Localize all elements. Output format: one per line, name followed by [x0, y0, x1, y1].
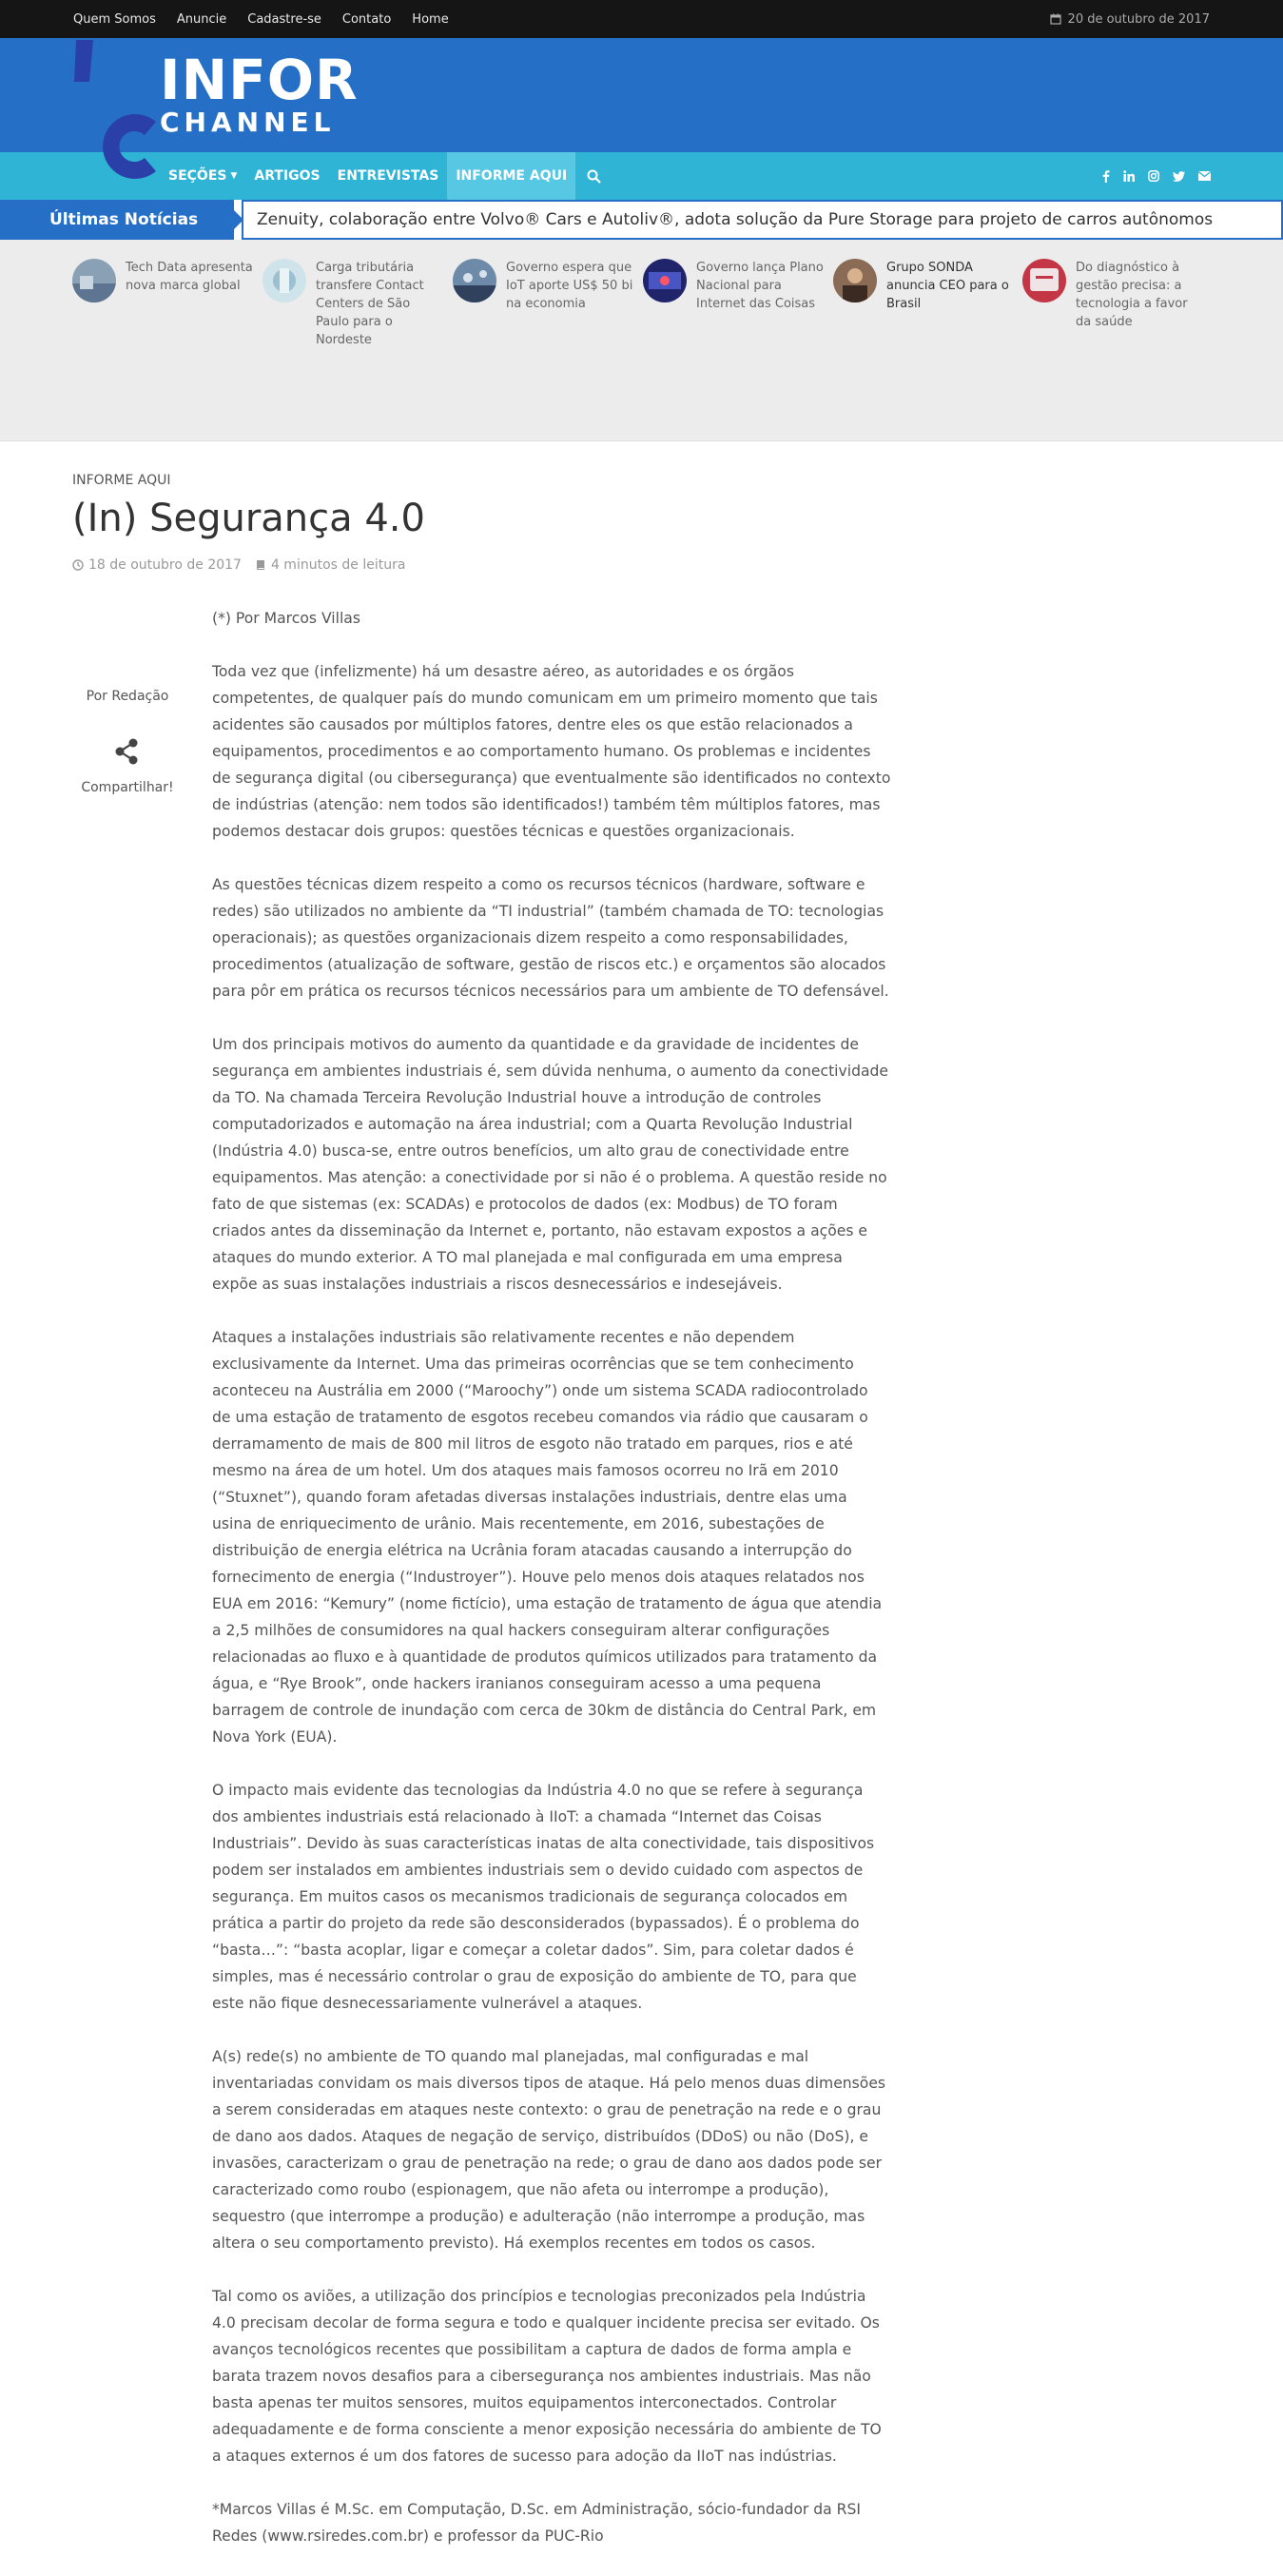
logo-text[interactable]	[160, 48, 359, 138]
book-icon	[255, 559, 266, 571]
thumbnail-image	[262, 259, 306, 302]
thumbnail	[643, 259, 687, 302]
article-paragraph: O impacto mais evidente das tecnologias da Indústria 4.0 no que se refere à segurança dos ambientes industriais está relacionado à IIoT: a chamada “Internet das Coisas Industriais”. Devido às suas características inatas de alta conectividade, tais dispositivos podem ser instalados em ambientes industriais sem o devido cuidado com aspectos de segurança. Em muitos casos os mecanismos tradicionais de segurança colocados em prática a partir do projeto da rede são desconsiderados (bypassados). É o problema do “basta…”: “basta acoplar, ligar e começar a coletar dados”. Sim, para coletar dados é simples, mas é necessário controlar o grau de exposição do ambiente de TO, para que este não fique desnecessariamente vulnerável a ataques.	[212, 1782, 875, 2012]
thumbnail	[1022, 259, 1066, 302]
link-cadastre-se[interactable]: Cadastre-se	[247, 11, 321, 27]
trending-strip	[0, 240, 1283, 441]
trending-title: Carga tributária transfere Contact Centers de São Paulo para o Nordeste	[316, 261, 424, 347]
logo-line-1: INFOR	[160, 48, 359, 112]
date-text: 20 de outubro de 2017	[1067, 11, 1210, 27]
author-name[interactable]: Por Redação	[86, 689, 169, 704]
article-category[interactable]: INFORME AQUI	[72, 473, 171, 488]
article-title: (In) Segurança 4.0	[72, 497, 425, 540]
thumbnail	[72, 259, 116, 302]
trending-title: Grupo SONDA anuncia CEO para o Brasil	[886, 261, 1009, 311]
top-links	[73, 0, 470, 38]
publish-date	[72, 557, 242, 573]
thumbnail-image	[453, 259, 496, 302]
article-body	[212, 605, 891, 2576]
thumbnail-image	[833, 259, 877, 302]
trending-item[interactable]	[72, 259, 253, 302]
article-paragraph: A(s) rede(s) no ambiente de TO quando mal planejadas, mal configuradas e mal inventariadas convidam os mais diversos tipos de ataque. Há pelo menos duas dimensões a serem consideradas em ataques neste contexto: o grau de penetração na rede e o grau de dano aos dados. Ataques de negação de serviço, distribuídos (DDoS) ou não (DoS), e invasões, caracterizam o grau de penetração na rede; o grau de dano aos dados pode ser caracterizado como roubo (espionagem, que não afeta ou interrompe a produção), sequestro (que interrompe a produção) e adulteração (não interrompe a produção, mas altera o seu comportamento previsto). Há exemplos recentes em todos os casos.	[212, 2048, 886, 2252]
article-meta	[72, 557, 418, 573]
trending-item[interactable]	[453, 259, 633, 313]
trending-title: Tech Data apresenta nova marca global	[126, 261, 253, 293]
share-icon[interactable]	[114, 738, 139, 765]
read-time	[255, 557, 405, 573]
breaking-news-label: Últimas Notícias	[0, 200, 234, 240]
breaking-news-bar	[0, 200, 1283, 240]
nav-item-entrevistas[interactable]: ENTREVISTAS	[337, 168, 439, 184]
trending-item[interactable]	[262, 259, 443, 349]
author-bio: *Marcos Villas é M.Sc. em Computação, D.Sc. em Administração, sócio-fundador da RSI Redes (www.rsiredes.com.br) e professor da PUC-Rio	[212, 2501, 861, 2545]
calendar-icon	[1050, 13, 1061, 25]
logo-line-2: CHANNEL	[160, 107, 336, 138]
article-paragraph: Toda vez que (infelizmente) há um desastre aéreo, as autoridades e os órgãos competentes, de qualquer país do mundo comunicam em um primeiro momento que tais acidentes são causados por múltiplos fatores, dentre eles os que estão relacionados a equipamentos, procedimentos e ao comportamento humano. Os problemas e incidentes de segurança digital (ou cibersegurança) que eventualmente são identificados no contexto de indústrias (atenção: nem todos são identificados!) também têm múltiplos fatores, mas podemos destacar dois grupos: questões técnicas e questões organizacionais.	[212, 663, 891, 840]
thumbnail-image	[1022, 259, 1066, 302]
trending-item[interactable]	[643, 259, 824, 313]
link-home[interactable]: Home	[412, 11, 449, 27]
publish-date-text: 18 de outubro de 2017	[88, 557, 242, 573]
trending-item[interactable]	[833, 259, 1014, 313]
thumbnail-image	[643, 259, 687, 302]
article-paragraph: (*) Por Marcos Villas	[212, 610, 360, 627]
trending-title: Governo espera que IoT aporte US$ 50 bi na economia	[506, 261, 633, 311]
trending-title: Do diagnóstico à gestão precisa: a tecnologia a favor da saúde	[1076, 261, 1188, 329]
thumbnail	[262, 259, 306, 302]
nav-item-label: SEÇÕES	[168, 168, 227, 184]
top-bar	[0, 0, 1283, 38]
trending-title: Governo lança Plano Nacional para Internet das Coisas	[696, 261, 824, 311]
article-paragraph: Um dos principais motivos do aumento da quantidade e da gravidade de incidentes de segurança em ambientes industriais é, sem dúvida nenhuma, o aumento da conectividade da TO. Na chamada Terceira Revolução Industrial houve a introdução de controles computadorizados e automação na área industrial; com a Quarta Revolução Industrial (Indústria 4.0) busca-se, entre outros benefícios, um alto grau de conectividade entre equipamentos. Mas atenção: a conectividade por si não é o problema. A questão reside no fato de que sistemas (ex: SCADAs) e protocolos de dados (ex: Modbus) de TO foram criados antes da disseminação da Internet e, portanto, não estavam expostos a ações e ataques do mundo exterior. A TO mal planejada e mal configurada em uma empresa expõe as suas instalações industriais a riscos desnecessários e indesejáveis.	[212, 1036, 889, 1293]
article-paragraph: Tal como os aviões, a utilização dos princípios e tecnologias preconizados pela Indústria 4.0 precisam decolar de forma segura e todo e qualquer incidente precisa ser evitado. Os avanços tecnológicos recentes que possibilitam a captura de dados de forma ampla e barata trazem novos desafios para a cibersegurança nos ambientes industriais. Mas não basta apenas ter muitos sensores, muitos equipamentos interconectados. Controlar adequadamente e de forma consciente a menor exposição necessária do ambiente de TO a ataques externos é um dos fatores de sucesso para adoção da IIoT nas indústrias.	[212, 2288, 882, 2465]
thumbnail	[453, 259, 496, 302]
read-time-text: 4 minutos de leitura	[270, 557, 406, 573]
thumbnail	[833, 259, 877, 302]
article-paragraph: As questões técnicas dizem respeito a como os recursos técnicos (hardware, software e redes) são utilizados no ambiente da “TI industrial” (também chamada de TO: tecnologias operacionais); as questões organizacionais dizem respeito a como responsabilidades, procedimentos (atualização de software, gestão de riscos etc.) e orçamentos são alocados para pôr em prática os recursos técnicos necessários para um ambiente de TO defensável.	[212, 876, 889, 1000]
link-contato[interactable]: Contato	[341, 11, 392, 27]
thumbnail-image	[72, 259, 116, 302]
chevron-down-icon: ▼	[230, 171, 238, 181]
share-label[interactable]: Compartilhar!	[81, 780, 174, 795]
instagram-icon[interactable]	[1148, 170, 1159, 182]
facebook-icon[interactable]	[1102, 170, 1110, 183]
link-anuncie[interactable]: Anuncie	[176, 11, 227, 27]
trending-item[interactable]	[1022, 259, 1203, 331]
search-button[interactable]	[575, 152, 612, 200]
clock-icon	[72, 559, 84, 571]
link-quem-somos[interactable]: Quem Somos	[73, 11, 156, 27]
search-icon	[587, 169, 601, 184]
social-links	[1089, 152, 1211, 200]
nav-item-artigos[interactable]: ARTIGOS	[254, 168, 321, 184]
envelope-icon[interactable]	[1198, 171, 1211, 181]
current-date	[1050, 0, 1210, 38]
breaking-news-headline[interactable]: Zenuity, colaboração entre Volvo® Cars e Autoliv®, adota solução da Pure Storage para projeto de carros autônomos	[242, 200, 1283, 240]
twitter-icon[interactable]	[1173, 171, 1185, 182]
article-paragraph: Ataques a instalações industriais são relativamente recentes e não dependem exclusivamente da Internet. Uma das primeiras ocorrências que se tem conhecimento aconteceu na Austrália em 2000 (“Maroochy”) onde um sistema SCADA radiocontrolado de uma estação de tratamento de esgotos recebeu comandos via rádio que causaram o derramamento de mais de 800 mil litros de esgoto não tratado em parques, rios e até mesmo na área de um hotel. Um dos ataques mais famosos ocorreu no Irã em 2010 (“Stuxnet”), quando foram afetadas diversas instalações industriais, dentre elas uma usina de enriquecimento de urânio. Mais recentemente, em 2016, subestações de distribuição de energia elétrica na Ucrânia foram atacadas causando a interrupção do fornecimento de energia (“Industroyer”). Houve pelo menos dois ataques relatados nos EUA em 2016: “Kemury” (nome fictício), uma estação de tratamento de água que atendia a 2,5 milhões de consumidores na qual hackers conseguiram alterar configurações relacionadas ao fluxo e à quantidade de produtos químicos utilizados para tratamento da água, e “Rye Brook”, onde hackers iranianos conseguiram acesso a uma pequena barragem de controle de inundação com cerca de 30km de distância do Central Park, em Nova York (EUA).	[212, 1329, 883, 1746]
nav-item-informe-aqui[interactable]: INFORME AQUI	[447, 152, 575, 200]
linkedin-icon[interactable]	[1123, 170, 1135, 182]
